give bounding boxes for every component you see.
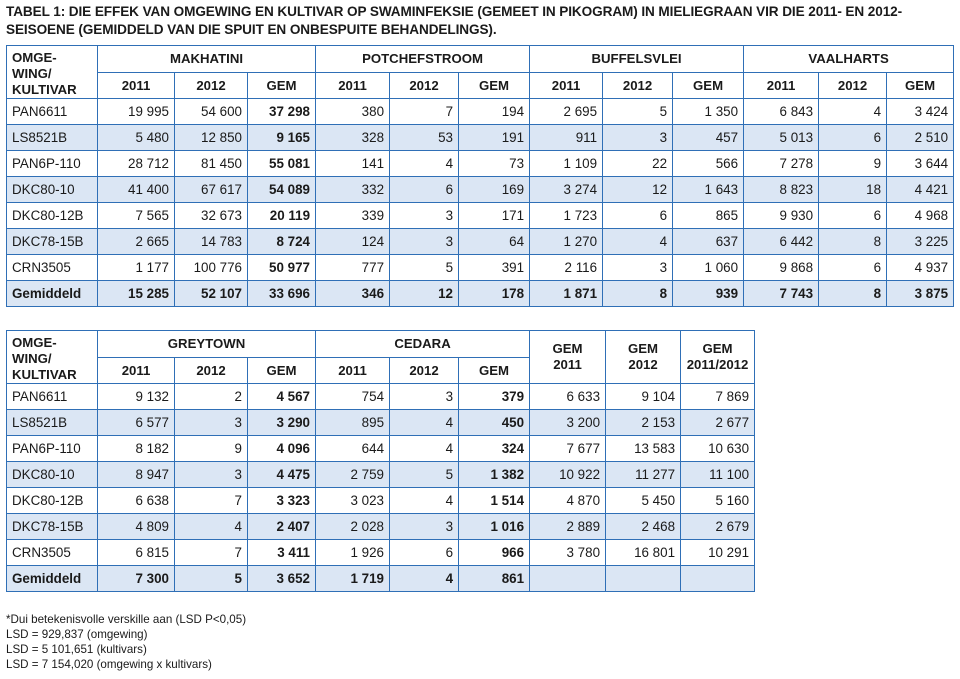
value-cell: 966 [459, 540, 530, 566]
corner-header-line: OMGE- [12, 335, 57, 350]
year-header: 2011 [530, 72, 603, 99]
year-header: GEM [459, 357, 530, 384]
value-cell: 100 776 [175, 255, 248, 281]
value-cell: 3 225 [887, 229, 954, 255]
footnote-line: *Dui betekenisvolle verskille aan (LSD P<0,05) [6, 613, 247, 626]
footnote-line: LSD = 7 154,020 (omgewing x kultivars) [6, 658, 212, 671]
year-header: GEM [887, 72, 954, 99]
value-cell: 50 977 [248, 255, 316, 281]
year-row [7, 72, 954, 99]
value-cell: 865 [673, 203, 744, 229]
year-header: GEM [248, 72, 316, 99]
value-cell: 4 [390, 436, 459, 462]
value-cell: 3 290 [248, 410, 316, 436]
value-cell: 6 633 [530, 384, 606, 410]
value-cell: 9 868 [744, 255, 819, 281]
value-cell: 2 [175, 384, 248, 410]
year-header: 2011 [316, 72, 390, 99]
corner-header-line: WING/ [12, 351, 52, 366]
value-cell: 911 [530, 125, 603, 151]
cultivar-cell: PAN6P-110 [7, 151, 98, 177]
year-header: 2011 [744, 72, 819, 99]
value-cell: 9 [175, 436, 248, 462]
value-cell: 4 [603, 229, 673, 255]
value-cell: 5 [390, 255, 459, 281]
value-cell: 2 468 [606, 514, 681, 540]
value-cell: 178 [459, 281, 530, 307]
gem-header-line: GEM [702, 341, 733, 356]
value-cell: 8 182 [98, 436, 175, 462]
location-header: MAKHATINI [98, 46, 316, 73]
value-cell: 1 643 [673, 177, 744, 203]
value-cell: 4 475 [248, 462, 316, 488]
gem-header [606, 331, 681, 384]
value-cell [530, 566, 606, 592]
table-row [7, 488, 755, 514]
value-cell: 4 096 [248, 436, 316, 462]
value-cell: 3 780 [530, 540, 606, 566]
value-cell: 3 [390, 203, 459, 229]
gem-header [530, 331, 606, 384]
value-cell: 7 743 [744, 281, 819, 307]
value-cell: 64 [459, 229, 530, 255]
value-cell: 6 [819, 255, 887, 281]
table-row [7, 177, 954, 203]
value-cell: 1 060 [673, 255, 744, 281]
gem-header-line: GEM [628, 341, 659, 356]
value-cell: 4 [819, 99, 887, 125]
value-cell: 3 [390, 384, 459, 410]
value-cell: 11 100 [681, 462, 755, 488]
corner-header-line: KULTIVAR [12, 367, 77, 382]
value-cell: 141 [316, 151, 390, 177]
cultivar-cell: DKC80-12B [7, 203, 98, 229]
value-cell: 2 028 [316, 514, 390, 540]
value-cell: 1 723 [530, 203, 603, 229]
value-cell: 346 [316, 281, 390, 307]
value-cell: 644 [316, 436, 390, 462]
corner-header [7, 331, 98, 384]
cultivar-cell: PAN6611 [7, 99, 98, 125]
value-cell: 1 514 [459, 488, 530, 514]
value-cell: 324 [459, 436, 530, 462]
value-cell: 8 [819, 229, 887, 255]
value-cell: 457 [673, 125, 744, 151]
corner-header-line: OMGE- [12, 50, 57, 65]
location-header: CEDARA [316, 331, 530, 358]
table-row [7, 384, 755, 410]
value-cell: 4 567 [248, 384, 316, 410]
value-cell: 22 [603, 151, 673, 177]
value-cell: 3 [175, 410, 248, 436]
table-row [7, 125, 954, 151]
value-cell: 7 677 [530, 436, 606, 462]
value-cell: 4 [390, 488, 459, 514]
value-cell: 52 107 [175, 281, 248, 307]
value-cell: 2 665 [98, 229, 175, 255]
location-header: BUFFELSVLEI [530, 46, 744, 73]
value-cell: 4 968 [887, 203, 954, 229]
value-cell: 6 577 [98, 410, 175, 436]
cultivar-cell: DKC78-15B [7, 514, 98, 540]
value-cell: 12 [603, 177, 673, 203]
cultivar-cell: PAN6611 [7, 384, 98, 410]
value-cell: 2 153 [606, 410, 681, 436]
table-row [7, 462, 755, 488]
year-header: GEM [459, 72, 530, 99]
cultivar-cell: Gemiddeld [7, 281, 98, 307]
header-row [7, 46, 954, 73]
value-cell: 332 [316, 177, 390, 203]
value-cell: 8 724 [248, 229, 316, 255]
value-cell: 3 644 [887, 151, 954, 177]
value-cell: 3 200 [530, 410, 606, 436]
gem-header-line: GEM [552, 341, 583, 356]
corner-header-line: KULTIVAR [12, 82, 77, 97]
cultivar-cell: CRN3505 [7, 540, 98, 566]
value-cell: 37 298 [248, 99, 316, 125]
value-cell: 124 [316, 229, 390, 255]
value-cell: 6 843 [744, 99, 819, 125]
value-cell: 2 889 [530, 514, 606, 540]
value-cell: 3 424 [887, 99, 954, 125]
footnote-line: LSD = 5 101,651 (kultivars) [6, 643, 147, 656]
value-cell: 4 421 [887, 177, 954, 203]
value-cell: 33 696 [248, 281, 316, 307]
gem-header-line: 2012 [628, 357, 658, 372]
corner-header-line: WING/ [12, 66, 52, 81]
value-cell: 6 815 [98, 540, 175, 566]
table-2 [6, 330, 755, 592]
value-cell: 5 [603, 99, 673, 125]
value-cell: 2 695 [530, 99, 603, 125]
table-row [7, 410, 755, 436]
value-cell: 1 350 [673, 99, 744, 125]
value-cell: 73 [459, 151, 530, 177]
corner-header [7, 46, 98, 99]
value-cell: 566 [673, 151, 744, 177]
value-cell: 7 [175, 540, 248, 566]
footnotes [6, 612, 246, 672]
value-cell: 9 132 [98, 384, 175, 410]
value-cell: 194 [459, 99, 530, 125]
value-cell: 4 937 [887, 255, 954, 281]
year-header: 2012 [819, 72, 887, 99]
year-header: 2011 [316, 357, 390, 384]
value-cell: 4 [175, 514, 248, 540]
value-cell: 7 [175, 488, 248, 514]
value-cell: 6 [603, 203, 673, 229]
value-cell: 169 [459, 177, 530, 203]
value-cell: 32 673 [175, 203, 248, 229]
value-cell: 7 278 [744, 151, 819, 177]
value-cell: 380 [316, 99, 390, 125]
value-cell: 2 510 [887, 125, 954, 151]
year-header: 2011 [98, 72, 175, 99]
value-cell: 3 274 [530, 177, 603, 203]
value-cell: 754 [316, 384, 390, 410]
value-cell: 54 089 [248, 177, 316, 203]
value-cell: 3 [390, 514, 459, 540]
value-cell: 7 869 [681, 384, 755, 410]
year-header: 2012 [175, 72, 248, 99]
value-cell: 4 870 [530, 488, 606, 514]
value-cell: 3 411 [248, 540, 316, 566]
value-cell: 328 [316, 125, 390, 151]
value-cell: 2 407 [248, 514, 316, 540]
value-cell: 8 823 [744, 177, 819, 203]
value-cell: 2 679 [681, 514, 755, 540]
value-cell: 3 [390, 229, 459, 255]
table-row [7, 151, 954, 177]
cultivar-cell: Gemiddeld [7, 566, 98, 592]
table-row [7, 255, 954, 281]
value-cell: 1 177 [98, 255, 175, 281]
value-cell: 3 [175, 462, 248, 488]
value-cell: 777 [316, 255, 390, 281]
value-cell: 10 922 [530, 462, 606, 488]
value-cell: 2 759 [316, 462, 390, 488]
table-title: TABEL 1: DIE EFFEK VAN OMGEWING EN KULTIVAR OP SWAMINFEKSIE (GEMEET IN PIKOGRAM) IN MIELIEGRAAN VIR DIE 2011- EN 2012-SEISOENE (GEMIDDELD VAN DIE SPUIT EN ONBESPUITE BEHANDELINGS). [6, 4, 903, 37]
table-row [7, 203, 954, 229]
value-cell: 4 [390, 566, 459, 592]
value-cell: 67 617 [175, 177, 248, 203]
gem-header-line: 2011/2012 [686, 357, 749, 372]
average-row [7, 566, 755, 592]
value-cell: 8 [819, 281, 887, 307]
footnote-line: LSD = 929,837 (omgewing) [6, 628, 148, 641]
value-cell: 191 [459, 125, 530, 151]
value-cell: 12 [390, 281, 459, 307]
year-header: GEM [673, 72, 744, 99]
value-cell: 4 809 [98, 514, 175, 540]
value-cell: 3 652 [248, 566, 316, 592]
value-cell: 55 081 [248, 151, 316, 177]
value-cell: 9 930 [744, 203, 819, 229]
value-cell: 1 382 [459, 462, 530, 488]
value-cell: 54 600 [175, 99, 248, 125]
location-header: POTCHEFSTROOM [316, 46, 530, 73]
year-header: 2012 [603, 72, 673, 99]
table-row [7, 229, 954, 255]
year-header: 2011 [98, 357, 175, 384]
table-row [7, 540, 755, 566]
value-cell: 13 583 [606, 436, 681, 462]
value-cell: 450 [459, 410, 530, 436]
value-cell: 5 013 [744, 125, 819, 151]
value-cell: 53 [390, 125, 459, 151]
value-cell: 2 116 [530, 255, 603, 281]
gem-header-line: 2011 [553, 357, 582, 372]
value-cell: 28 712 [98, 151, 175, 177]
value-cell: 15 285 [98, 281, 175, 307]
value-cell: 939 [673, 281, 744, 307]
value-cell: 391 [459, 255, 530, 281]
value-cell: 1 016 [459, 514, 530, 540]
average-row [7, 281, 954, 307]
cultivar-cell: CRN3505 [7, 255, 98, 281]
value-cell: 2 677 [681, 410, 755, 436]
cultivar-cell: DKC80-10 [7, 462, 98, 488]
value-cell: 8 947 [98, 462, 175, 488]
value-cell: 5 450 [606, 488, 681, 514]
table-row [7, 514, 755, 540]
cultivar-cell: DKC80-12B [7, 488, 98, 514]
value-cell: 1 109 [530, 151, 603, 177]
value-cell: 19 995 [98, 99, 175, 125]
value-cell: 895 [316, 410, 390, 436]
value-cell: 7 565 [98, 203, 175, 229]
value-cell: 1 270 [530, 229, 603, 255]
value-cell: 4 [390, 151, 459, 177]
cultivar-cell: LS8521B [7, 410, 98, 436]
value-cell: 3 [603, 125, 673, 151]
value-cell: 9 165 [248, 125, 316, 151]
value-cell: 5 [175, 566, 248, 592]
table-row [7, 99, 954, 125]
value-cell: 8 [603, 281, 673, 307]
value-cell: 6 442 [744, 229, 819, 255]
value-cell: 7 300 [98, 566, 175, 592]
value-cell: 5 160 [681, 488, 755, 514]
value-cell: 6 [819, 125, 887, 151]
header-row [7, 331, 755, 358]
value-cell: 20 119 [248, 203, 316, 229]
value-cell: 81 450 [175, 151, 248, 177]
cultivar-cell: DKC80-10 [7, 177, 98, 203]
value-cell: 5 [390, 462, 459, 488]
year-header: GEM [248, 357, 316, 384]
value-cell: 7 [390, 99, 459, 125]
value-cell: 3 323 [248, 488, 316, 514]
value-cell: 3 023 [316, 488, 390, 514]
value-cell: 861 [459, 566, 530, 592]
value-cell: 1 871 [530, 281, 603, 307]
value-cell: 4 [390, 410, 459, 436]
value-cell [606, 566, 681, 592]
value-cell: 1 926 [316, 540, 390, 566]
cultivar-cell: PAN6P-110 [7, 436, 98, 462]
value-cell: 1 719 [316, 566, 390, 592]
value-cell: 9 104 [606, 384, 681, 410]
value-cell [681, 566, 755, 592]
value-cell: 637 [673, 229, 744, 255]
year-header: 2012 [390, 357, 459, 384]
value-cell: 339 [316, 203, 390, 229]
location-header: VAALHARTS [744, 46, 954, 73]
value-cell: 10 630 [681, 436, 755, 462]
value-cell: 6 [390, 177, 459, 203]
gem-header [681, 331, 755, 384]
value-cell: 3 [603, 255, 673, 281]
value-cell: 9 [819, 151, 887, 177]
value-cell: 11 277 [606, 462, 681, 488]
value-cell: 16 801 [606, 540, 681, 566]
value-cell: 5 480 [98, 125, 175, 151]
value-cell: 12 850 [175, 125, 248, 151]
value-cell: 171 [459, 203, 530, 229]
value-cell: 41 400 [98, 177, 175, 203]
value-cell: 14 783 [175, 229, 248, 255]
value-cell: 6 638 [98, 488, 175, 514]
year-header: 2012 [390, 72, 459, 99]
cultivar-cell: DKC78-15B [7, 229, 98, 255]
table-1 [6, 45, 954, 307]
value-cell: 6 [819, 203, 887, 229]
value-cell: 10 291 [681, 540, 755, 566]
value-cell: 379 [459, 384, 530, 410]
cultivar-cell: LS8521B [7, 125, 98, 151]
value-cell: 6 [390, 540, 459, 566]
value-cell: 18 [819, 177, 887, 203]
value-cell: 3 875 [887, 281, 954, 307]
location-header: GREYTOWN [98, 331, 316, 358]
year-header: 2012 [175, 357, 248, 384]
table-row [7, 436, 755, 462]
